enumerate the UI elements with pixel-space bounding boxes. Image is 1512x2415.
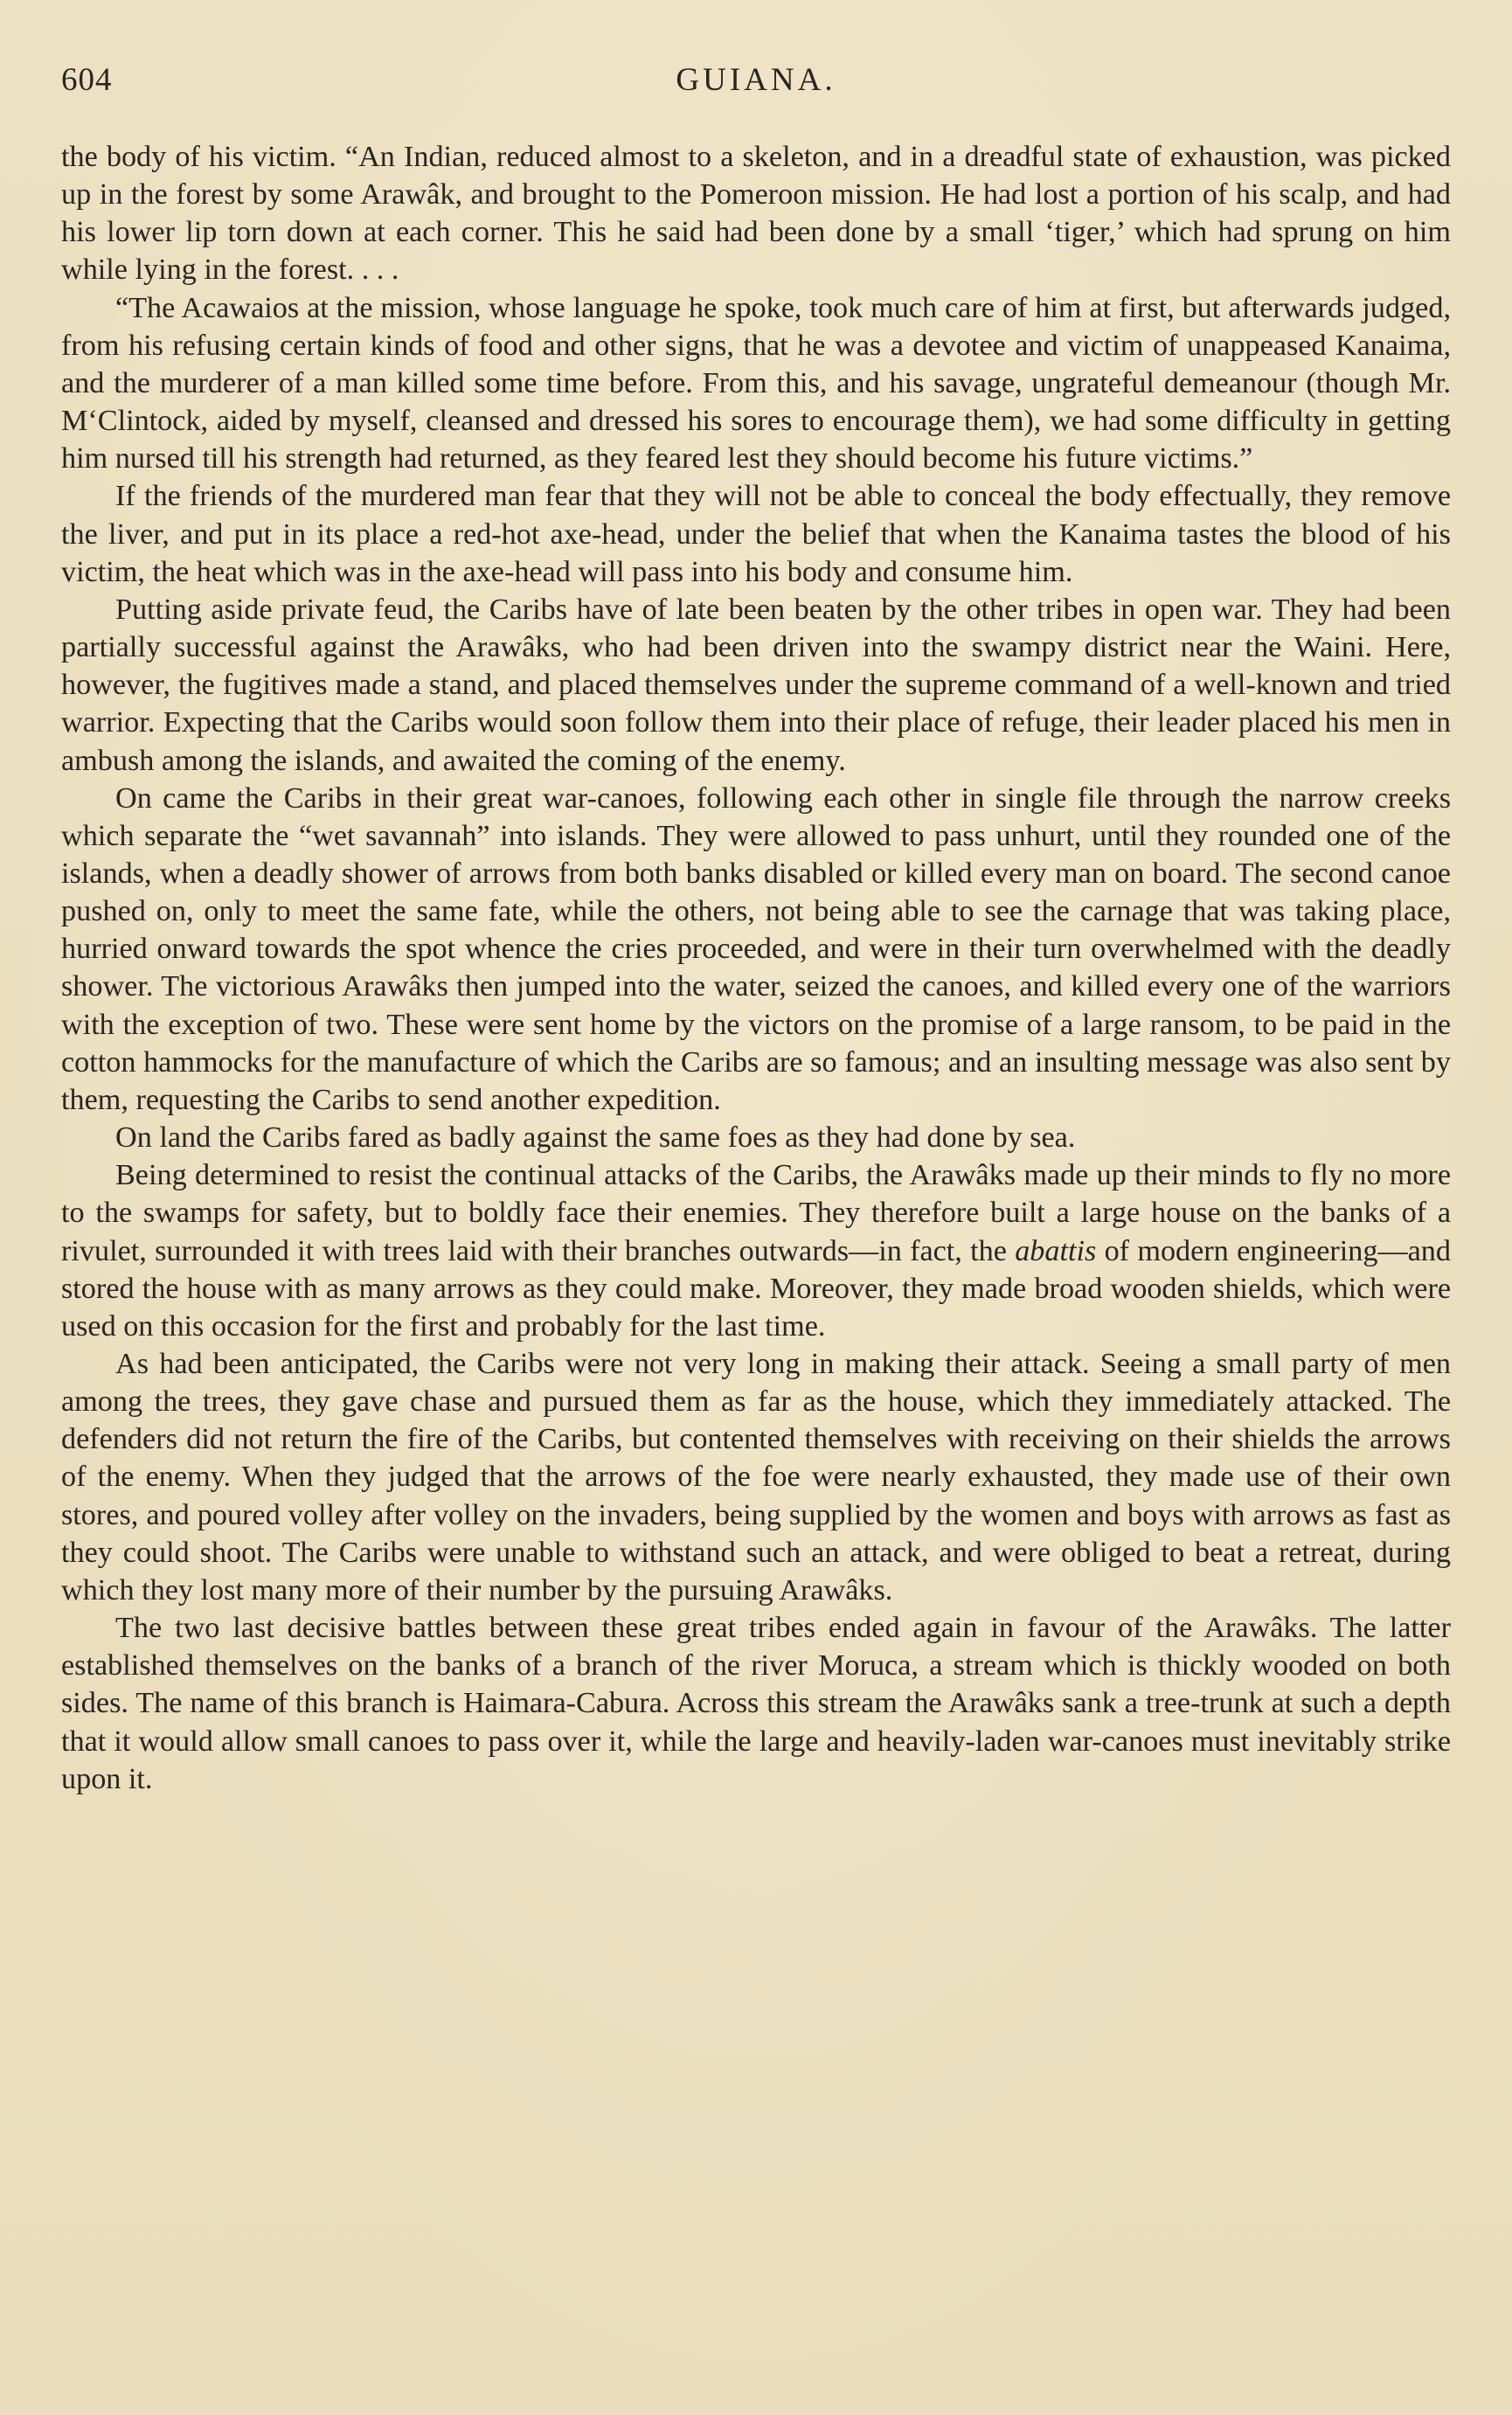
running-title: GUIANA. [676, 62, 836, 98]
running-head [61, 61, 1451, 100]
paragraph-decisive-battles: The two last decisive battles between these great tribes ended again in favour of the Arawâks. The latter established themselves on the banks of a branch of the river Moruca, a stream which is thickly wooded on both sides. The name of this branch is Haimara-Cabura. Across this stream the Arawâks sank a tree-trunk at such a depth that it would allow small canoes to pass over it, while the large and heavily-laden war-canoes must inevitably strike upon it. [61, 1612, 1451, 1795]
abattis-text-after: of modern engineering—and stored the house with as many arrows as they could make. Moreover, they made broad wooden shields, which were used on this occasion for the first and probably for the last time. [61, 1234, 1451, 1343]
paragraph-war-canoes: On came the Caribs in their great war-canoes, following each other in single file through the narrow creeks which separate the “wet savannah” into islands. They were allowed to pass unhurt, until they rounded one of the islands, when a deadly shower of arrows from both banks disabled or killed every man on board. The second canoe pushed on, only to meet the same fate, while the others, not being able to see the carnage that was taking place, hurried onward towards the spot whence the cries proceeded, and were in their turn overwhelmed with the deadly shower. The victorious Arawâks then jumped into the water, seized the canoes, and killed every one of the warriors with the exception of two. These were sent home by the victors on the promise of a large ransom, to be paid in the cotton hammocks for the manufacture of which the Caribs are so famous; and an insulting message was also sent by them, requesting the Caribs to send another expedition. [61, 781, 1451, 1116]
paragraph-carib-attack: As had been anticipated, the Caribs were not very long in making their attack. Seeing a small party of men among the trees, they gave chase and pursued them as far as the house, which they immediately attacked. The defenders did not return the fire of the Caribs, but contented themselves with receiving on their shields the arrows of the enemy. When they judged that the arrows of the foe were nearly exhausted, they made use of their own stores, and poured volley after volley on the invaders, being supplied by the women and boys with arrows as fast as they could shoot. The Caribs were unable to withstand such an attack, and were obliged to beat a retreat, during which they lost many more of their number by the pursuing Arawâks. [61, 1348, 1451, 1607]
body-text [61, 138, 1451, 1798]
paragraph-acawaios-mission: “The Acawaios at the mission, whose language he spoke, took much care of him at first, but afterwards judged, from his refusing certain kinds of food and other signs, that he was a devotee and victim of unappeased Kanaima, and the murderer of a man killed some time before. From this, and his savage, ungrateful demeanour (though Mr. M‘Clintock, aided by myself, cleansed and dressed his sores to encourage them), we had some difficulty in getting him nursed till his strength had returned, as they feared lest they should become his future victims.” [61, 291, 1451, 475]
paragraph-axe-head: If the friends of the murdered man fear that they will not be able to conceal the body effectually, they remove the liver, and put in its place a red-hot axe-head, under the belief that when the Kanaima tastes the blood of his victim, the heat which was in the axe-head will pass into his body and consume him. [61, 480, 1451, 588]
paragraph-abattis [61, 1156, 1451, 1345]
paragraph-victim-account: the body of his victim. “An Indian, reduced almost to a skeleton, and in a dreadful state of exhaustion, was picked up in the forest by some Arawâk, and brought to the Pomeroon mission. He had lost a portion of his scalp, and had his lower lip torn down at each corner. This he said had been done by a small ‘tiger,’ which had sprung on him while lying in the forest. . . . [61, 141, 1451, 287]
paragraph-on-land: On land the Caribs fared as badly against the same foes as they had done by sea. [115, 1121, 1076, 1155]
abattis-term: abattis [1015, 1234, 1097, 1267]
page-number: 604 [61, 62, 113, 98]
paragraph-open-war: Putting aside private feud, the Caribs have of late been beaten by the other tribes in open war. They had been partially successful against the Arawâks, who had been driven into the swampy district near the Waini. Here, however, the fugitives made a stand, and placed themselves under the supreme command of a well-known and tried warrior. Expecting that the Caribs would soon follow them into their place of refuge, their leader placed his men in ambush among the islands, and awaited the coming of the enemy. [61, 593, 1451, 777]
abattis-text-before: Being determined to resist the continual attacks of the Caribs, the Arawâks made up their minds to fly no more to the swamps for safety, but to boldly face their enemies. They therefore built a large house on the banks of a rivulet, surrounded it with trees laid with their branches outwards—in fact, the [61, 1159, 1451, 1267]
